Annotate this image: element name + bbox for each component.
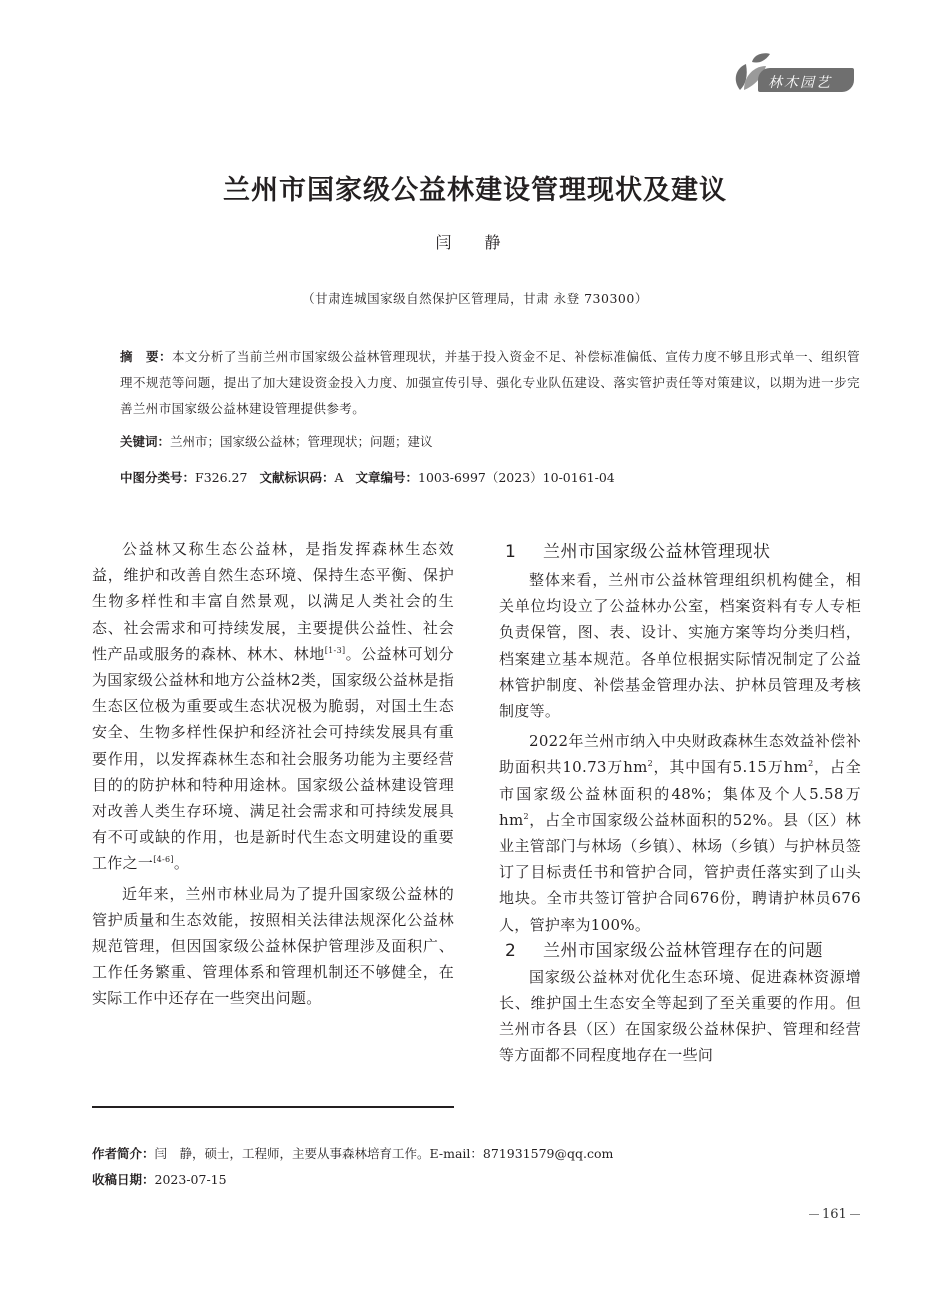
keywords	[120, 432, 860, 450]
paragraph-text: ，占全市国家级公益林面积的48%；集体及个人5.58万hm	[499, 758, 862, 829]
body-paragraph	[499, 728, 861, 938]
author-bio-text: 闫 静，硕士，工程师，主要从事森林培育工作。E-mail：871931579@qq.com	[154, 1146, 614, 1161]
abstract-text: 本文分析了当前兰州市国家级公益林管理现状，并基于投入资金不足、补偿标准偏低、宣传力度不够且形式单一、组织管理不规范等问题，提出了加大建设资金投入力度、加强宣传引导、强化专业队伍建设、落实管护责任等对策建议，以期为进一步完善兰州市国家级公益林建设管理提供参考。	[120, 349, 860, 416]
superscript: 2	[808, 759, 814, 769]
doc-code-label: 文献标识码：	[259, 470, 335, 485]
paragraph-text: ，占全市国家级公益林面积的52%。县（区）林业主管部门与林场（乡镇）、林场（乡镇）与护林员签订了目标责任书和管护合同，管护责任落实到了山头地块。全市共签订管护合同676份，聘请护林员676人，管护率为100%。	[499, 810, 861, 934]
section-number: 1	[505, 542, 517, 562]
keywords-text: 兰州市；国家级公益林；管理现状；问题；建议	[170, 434, 433, 449]
received-value: 2023-07-15	[154, 1172, 227, 1187]
section-heading	[499, 938, 861, 964]
paragraph-text: 公益林又称生态公益林，是指发挥森林生态效益，维护和改善自然生态环境、保持生态平衡、保护生物多样性和丰富自然景观，以满足人类社会的生态、社会需求和可持续发展，主要提供公益性、社会性产品或服务的森林、林木、林地	[92, 540, 454, 663]
right-column	[499, 539, 861, 1069]
article-author: 闫 静	[435, 233, 515, 252]
body-paragraph: 近年来，兰州市林业局为了提升国家级公益林的管护质量和生态效能，按照相关法律法规深化公益林规范管理，但因国家级公益林保护管理涉及面积广、工作任务繁重、管理体系和管理机制还不够健全，在实际工作中还存在一些突出问题。	[92, 884, 454, 1008]
paragraph-text: 。	[173, 854, 190, 873]
author-bio	[92, 1144, 852, 1162]
paragraph-text: 2022年兰州市纳入中央财政森林生态效益补偿补助面积共10.73万hm	[499, 732, 861, 777]
section-heading	[499, 539, 861, 565]
footnote-divider	[92, 1106, 454, 1108]
section-title: 兰州市国家级公益林管理存在的问题	[543, 940, 823, 961]
article-no-value: 1003-6997（2023）10-0161-04	[418, 470, 615, 485]
abstract-label: 摘 要：	[120, 349, 172, 364]
citation: [4-6]	[153, 855, 174, 865]
author-affiliation: （甘肃连城国家级自然保护区管理局，甘肃 永登 730300）	[302, 291, 648, 306]
page-number: 161	[806, 1207, 863, 1222]
body-paragraph: 国家级公益林对优化生态环境、促进森林资源增长、维护国土生态安全等起到了至关重要的作用。但兰州市各县（区）在国家级公益林保护、管理和经营等方面都不同程度地存在一些问	[499, 967, 861, 1065]
clc-label: 中图分类号：	[120, 470, 196, 485]
received-date	[92, 1170, 852, 1188]
doc-code-value: A	[334, 470, 344, 485]
clc-value: F326.27	[195, 470, 248, 485]
left-column	[92, 536, 454, 1012]
section-badge	[730, 50, 858, 96]
citation: [1-3]	[324, 645, 346, 655]
section-title: 兰州市国家级公益林管理现状	[543, 542, 771, 562]
body-paragraph: 整体来看，兰州市公益林管理组织机构健全，相关单位均设立了公益林办公室，档案资料有专人专柜负责保管，图、表、设计、实施方案等均分类归档，档案建立基本规范。各单位根据实际情况制定了公益林管护制度、补偿基金管理办法、护林员管理及考核制度等。	[499, 571, 861, 721]
body-paragraph	[92, 536, 454, 877]
received-label: 收稿日期：	[92, 1172, 155, 1187]
superscript: 2	[647, 759, 653, 769]
author-bio-label: 作者简介：	[92, 1146, 155, 1161]
classification-line	[120, 468, 860, 486]
superscript: 2	[523, 811, 529, 821]
article-no-label: 文章编号：	[355, 470, 418, 485]
abstract	[120, 344, 860, 422]
section-number: 2	[505, 940, 517, 961]
paragraph-text: ，其中国有5.15万hm	[653, 758, 809, 777]
badge-label: 林木园艺	[768, 75, 832, 91]
keywords-label: 关键词：	[120, 434, 171, 449]
article-title: 兰州市国家级公益林建设管理现状及建议	[223, 175, 727, 206]
paragraph-text: 。公益林可划分为国家级公益林和地方公益林2类，国家级公益林是指生态区位极为重要或生态状况极为脆弱，对国土生态安全、生物多样性保护和经济社会可持续发展具有重要作用，以发挥森林生态和社会服务功能为主要经营目的的防护林和特种用途林。国家级公益林建设管理对改善人类生存环境、满足社会需求和可持续发展具有不可或缺的作用，也是新时代生态文明建设的重要工作之一	[92, 644, 454, 873]
